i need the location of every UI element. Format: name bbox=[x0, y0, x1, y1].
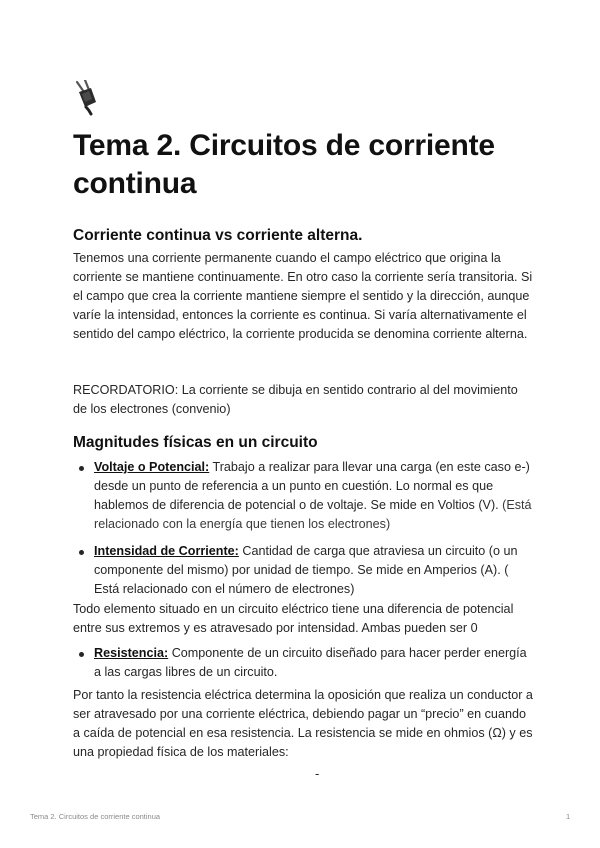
paragraph-elemento: Todo elemento situado en un circuito eléctrico tiene una diferencia de potencial entre sus extremos y es atravesado por intensidad. Ambas pueden ser 0 bbox=[73, 602, 514, 635]
magnitudes-list bbox=[73, 458, 533, 599]
definition-resistencia: Componente de un circuito diseñado para hacer perder energía a las cargas libres de un circuito. bbox=[94, 646, 527, 679]
term-resistencia: Resistencia: bbox=[94, 646, 169, 660]
term-voltaje: Voltaje o Potencial: bbox=[94, 460, 210, 474]
note-voltaje: (Está relacionado con la energía que tienen los electrones) bbox=[94, 498, 532, 531]
section-heading-magnitudes: Magnitudes físicas en un circuito bbox=[73, 434, 318, 451]
reminder-paragraph: RECORDATORIO: La corriente se dibuja en sentido contrario al del movimiento de los electrones (convenio) bbox=[73, 383, 518, 416]
paragraph-corriente: Tenemos una corriente permanente cuando el campo eléctrico que origina la corriente se mantiene continuamente. En otro caso la corriente sería transitoria. Si el campo que crea la corriente mantiene siempre el sentido y la dirección, aunque varíe la intensidad, entonces la corriente es continua. Si varía alternativamente el sentido del campo eléctrico, la corriente producida se denomina corriente alterna. bbox=[73, 251, 533, 341]
term-intensidad: Intensidad de Corriente: bbox=[94, 544, 239, 558]
page-number: 1 bbox=[566, 812, 571, 821]
electric-plug-icon bbox=[73, 80, 99, 116]
paragraph-resistencia: Por tanto la resistencia eléctrica determina la oposición que realiza un conductor a ser atravesado por una corriente eléctrica, debiendo pagar un “precio” en cuando a caída de potencial en esa resistencia. La resistencia se mide en ohmios (Ω) y es una propiedad física de los materiales: bbox=[73, 688, 533, 759]
list-item-resistencia bbox=[73, 644, 533, 682]
footer-title: Tema 2. Circuitos de corriente continua bbox=[30, 812, 161, 821]
list-item-voltaje bbox=[73, 458, 533, 534]
page-title: Tema 2. Circuitos de corriente continua bbox=[73, 129, 495, 200]
list-item-intensidad bbox=[73, 542, 533, 599]
definition-intensidad: Cantidad de carga que atraviesa un circuito (o un componente del mismo) por unidad de tiempo. Se mide en Amperios (A). ( Está relacionado con el número de electrones) bbox=[94, 544, 518, 596]
dash-marker: - bbox=[315, 766, 320, 781]
section-heading-corriente: Corriente continua vs corriente alterna. bbox=[73, 227, 363, 244]
resistencia-list bbox=[73, 644, 533, 682]
definition-voltaje: Trabajo a realizar para llevar una carga (en este caso e-) desde un punto de referencia a un punto en cuestión. Lo normal es que hablemos de diferencia de potencial o de voltaje. Se mide en Voltios (V). bbox=[94, 460, 530, 512]
